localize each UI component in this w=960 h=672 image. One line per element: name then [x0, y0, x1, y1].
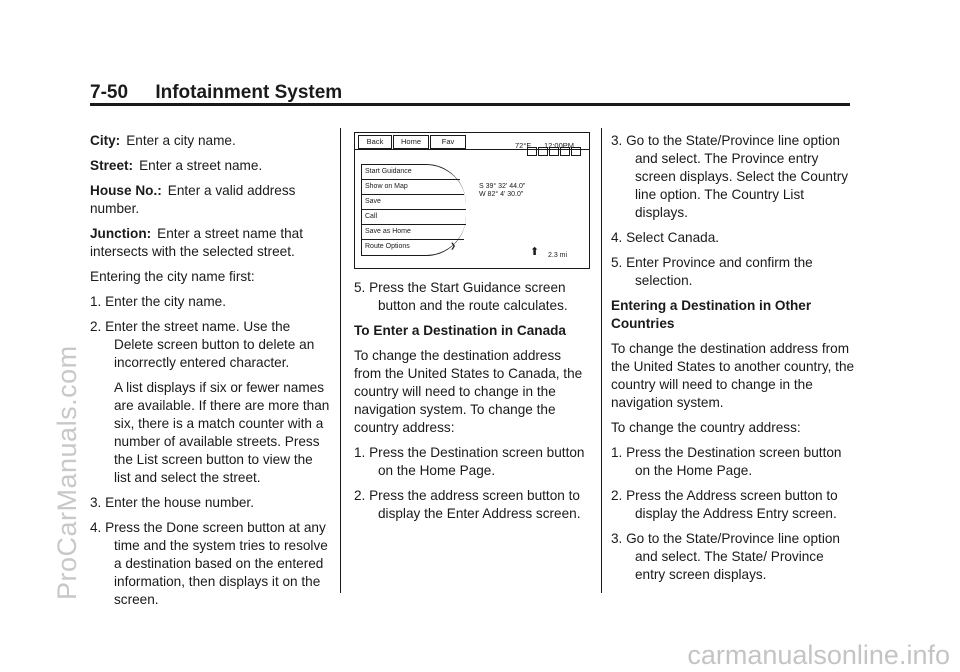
menu-item-save: Save [362, 194, 466, 210]
step-item: 1. Press the Destination screen button on the Home Page. [611, 445, 842, 478]
fav-button: Fav [430, 135, 466, 149]
step-item: 4. Press the Done screen button at any time and the system tries to resolve a destination based on the entered information, then displays it on the screen. [90, 520, 328, 607]
step-item: 5. Press the Start Guidance screen button and the route calculates. [354, 280, 568, 313]
step-item: 5. Enter Province and confirm the selection. [611, 255, 813, 288]
temperature: 72°F [515, 141, 531, 150]
navigation-screen-figure [354, 132, 590, 269]
coordinates [479, 183, 525, 199]
definition: City: Enter a city name. [90, 133, 236, 148]
home-button: Home [393, 135, 429, 149]
definition: Junction: Enter a street name that intersects with the selected street. [90, 226, 304, 259]
status-icon [571, 147, 581, 156]
paragraph: To change the destination address from the United States to another country, the country will need to change in the navigation system. [611, 341, 855, 410]
definition: House No.: Enter a valid address number. [90, 183, 296, 216]
definition: Street: Enter a street name. [90, 158, 263, 173]
status-icons [527, 147, 581, 156]
longitude: W 82° 4' 30.0" [479, 191, 524, 198]
step-item: 3. Enter the house number. [90, 495, 254, 510]
page-number: 7-50 [90, 82, 129, 103]
section-heading: To Enter a Destination in Canada [354, 323, 566, 338]
intro-text: Entering the city name first: [90, 269, 255, 284]
direction-arrow-icon: ⬆ [530, 246, 540, 258]
section-heading: Entering a Destination in Other Countries [611, 298, 812, 331]
menu-item-call: Call [362, 209, 466, 225]
status-icon [560, 147, 570, 156]
bottom-watermark: carmanualsonline.info [687, 640, 950, 670]
step-item: 3. Go to the State/Province line option and select. The Province entry screen displays. Select the Country line option. The Country List displays. [611, 133, 849, 220]
column-divider [601, 128, 602, 593]
step-item: 3. Go to the State/Province line option and select. The State/ Province entry screen displays. [611, 531, 840, 582]
header-rule [90, 103, 850, 106]
page-header [90, 82, 342, 104]
step-item: 2. Press the address screen button to display the Enter Address screen. [354, 488, 581, 521]
status-icon [527, 147, 537, 156]
paragraph: To change the country address: [611, 420, 801, 435]
column-divider [340, 128, 341, 593]
status-icon [549, 147, 559, 156]
side-watermark: ProCarManuals.com [52, 345, 82, 600]
back-button: Back [358, 135, 392, 149]
step-item: 2. Press the Address screen button to display the Address Entry screen. [611, 488, 838, 521]
menu-item-save-as-home: Save as Home [362, 224, 464, 240]
step-note: A list displays if six or fewer names are available. If there are more than six, there is a match counter with a number of available streets. Press the List screen button to view the list and select the street. [114, 380, 330, 485]
section-title: Infotainment System [155, 82, 343, 103]
menu-item-route-options: Route Options ❯ [362, 239, 460, 254]
status-icon [538, 147, 548, 156]
step-item: 1. Press the Destination screen button on the Home Page. [354, 445, 585, 478]
step-item: 1. Enter the city name. [90, 294, 227, 309]
menu-item-show-on-map: Show on Map [362, 179, 464, 195]
column-2 [354, 132, 589, 530]
menu-item-start-guidance: Start Guidance [362, 164, 460, 180]
latitude: S 39° 32' 44.0" [479, 183, 526, 190]
step-item: 4. Select Canada. [611, 230, 720, 245]
clock: 12:00PM [544, 141, 575, 150]
distance: 2.3 mi [548, 252, 568, 259]
paragraph: To change the destination address from the United States to Canada, the country will need to change in the navigation system. To change the country address: [354, 348, 583, 435]
chevron-right-icon: ❯ [450, 243, 456, 250]
step-item: 2. Enter the street name. Use the Delete screen button to delete an incorrectly entered character. [90, 319, 315, 370]
column-1 [90, 132, 330, 616]
column-3 [611, 132, 856, 591]
